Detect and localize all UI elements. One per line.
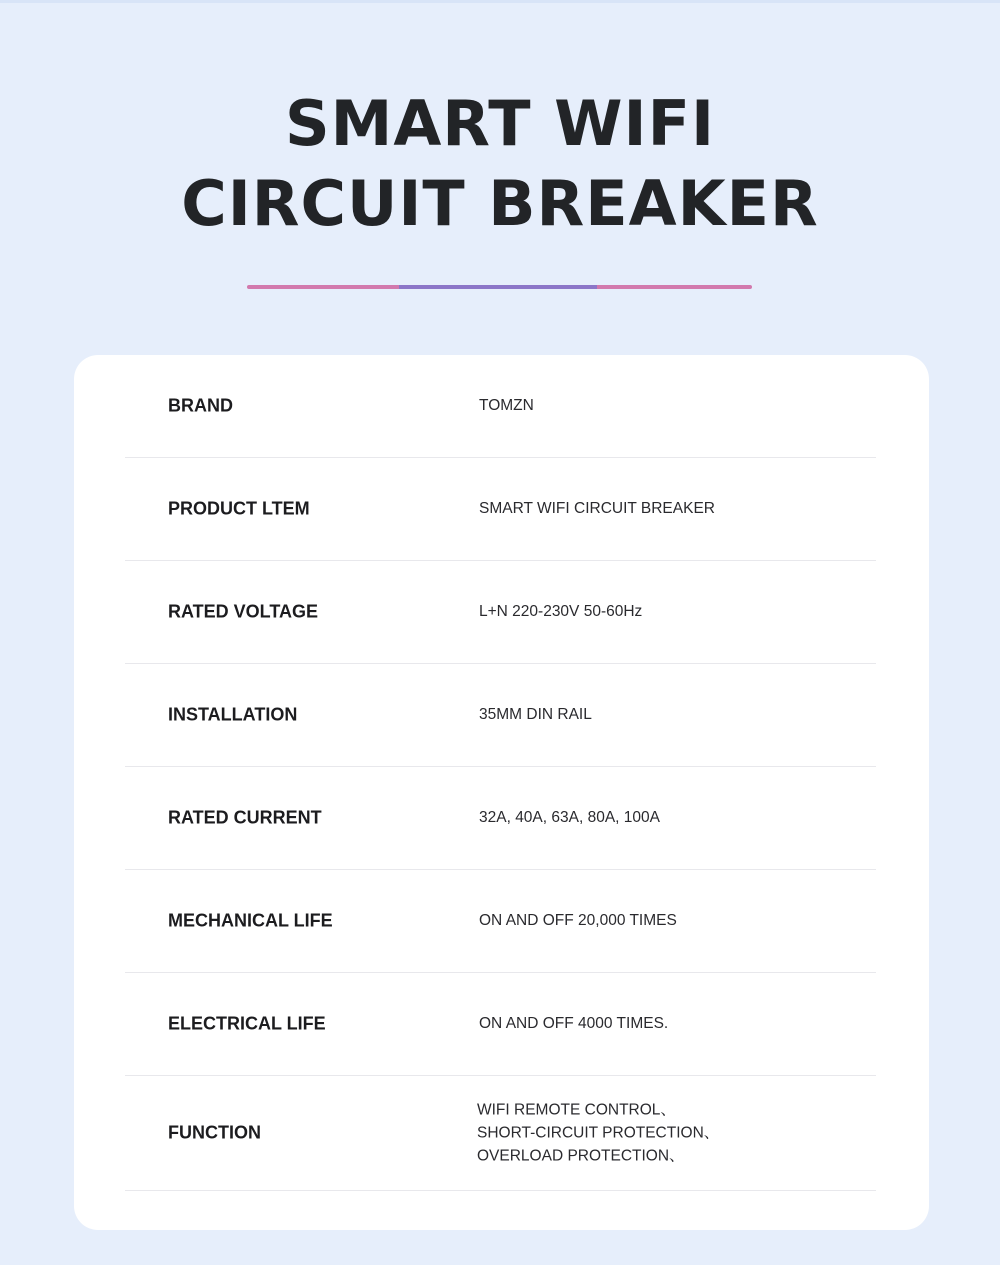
- spec-label: RATED CURRENT: [168, 807, 322, 828]
- spec-label: INSTALLATION: [168, 704, 298, 725]
- spec-row-rated-current: [125, 767, 876, 870]
- spec-value: ON AND OFF 4000 TIMES.: [479, 1015, 669, 1032]
- spec-value: SMART WIFI CIRCUIT BREAKER: [479, 500, 715, 517]
- spec-value-line: WIFI REMOTE CONTROL、: [477, 1101, 676, 1119]
- spec-label: MECHANICAL LIFE: [168, 910, 333, 931]
- spec-label: RATED VOLTAGE: [168, 601, 318, 622]
- spec-label: ELECTRICAL LIFE: [168, 1013, 326, 1034]
- spec-value-line: OVERLOAD PROTECTION、: [477, 1147, 685, 1165]
- spec-row-brand: [125, 355, 876, 458]
- spec-value: L+N 220-230V 50-60Hz: [479, 603, 643, 620]
- spec-table: [125, 355, 876, 1191]
- spec-value-line: SHORT-CIRCUIT PROTECTION、: [477, 1124, 720, 1142]
- spec-row-installation: [125, 664, 876, 767]
- spec-row-function: [125, 1076, 876, 1191]
- top-edge: [0, 0, 1000, 3]
- title-divider-accent: [399, 285, 597, 289]
- spec-value: 35MM DIN RAIL: [479, 706, 592, 723]
- title-line-2: CIRCUIT BREAKER: [181, 167, 819, 240]
- spec-value: ON AND OFF 20,000 TIMES: [479, 912, 677, 929]
- spec-value: TOMZN: [479, 397, 534, 414]
- spec-label: BRAND: [168, 395, 233, 416]
- spec-row-rated-voltage: [125, 561, 876, 664]
- spec-label: FUNCTION: [168, 1122, 261, 1143]
- spec-row-electrical-life: [125, 973, 876, 1076]
- spec-value-list: [477, 1099, 719, 1168]
- spec-row-product-item: [125, 458, 876, 561]
- title-divider: [247, 285, 752, 289]
- spec-card: [74, 355, 929, 1230]
- title-line-1: SMART WIFI: [284, 87, 716, 160]
- spec-value: 32A, 40A, 63A, 80A, 100A: [479, 809, 660, 826]
- page-title: [0, 84, 1000, 244]
- spec-label: PRODUCT LTEM: [168, 498, 310, 519]
- spec-row-mechanical-life: [125, 870, 876, 973]
